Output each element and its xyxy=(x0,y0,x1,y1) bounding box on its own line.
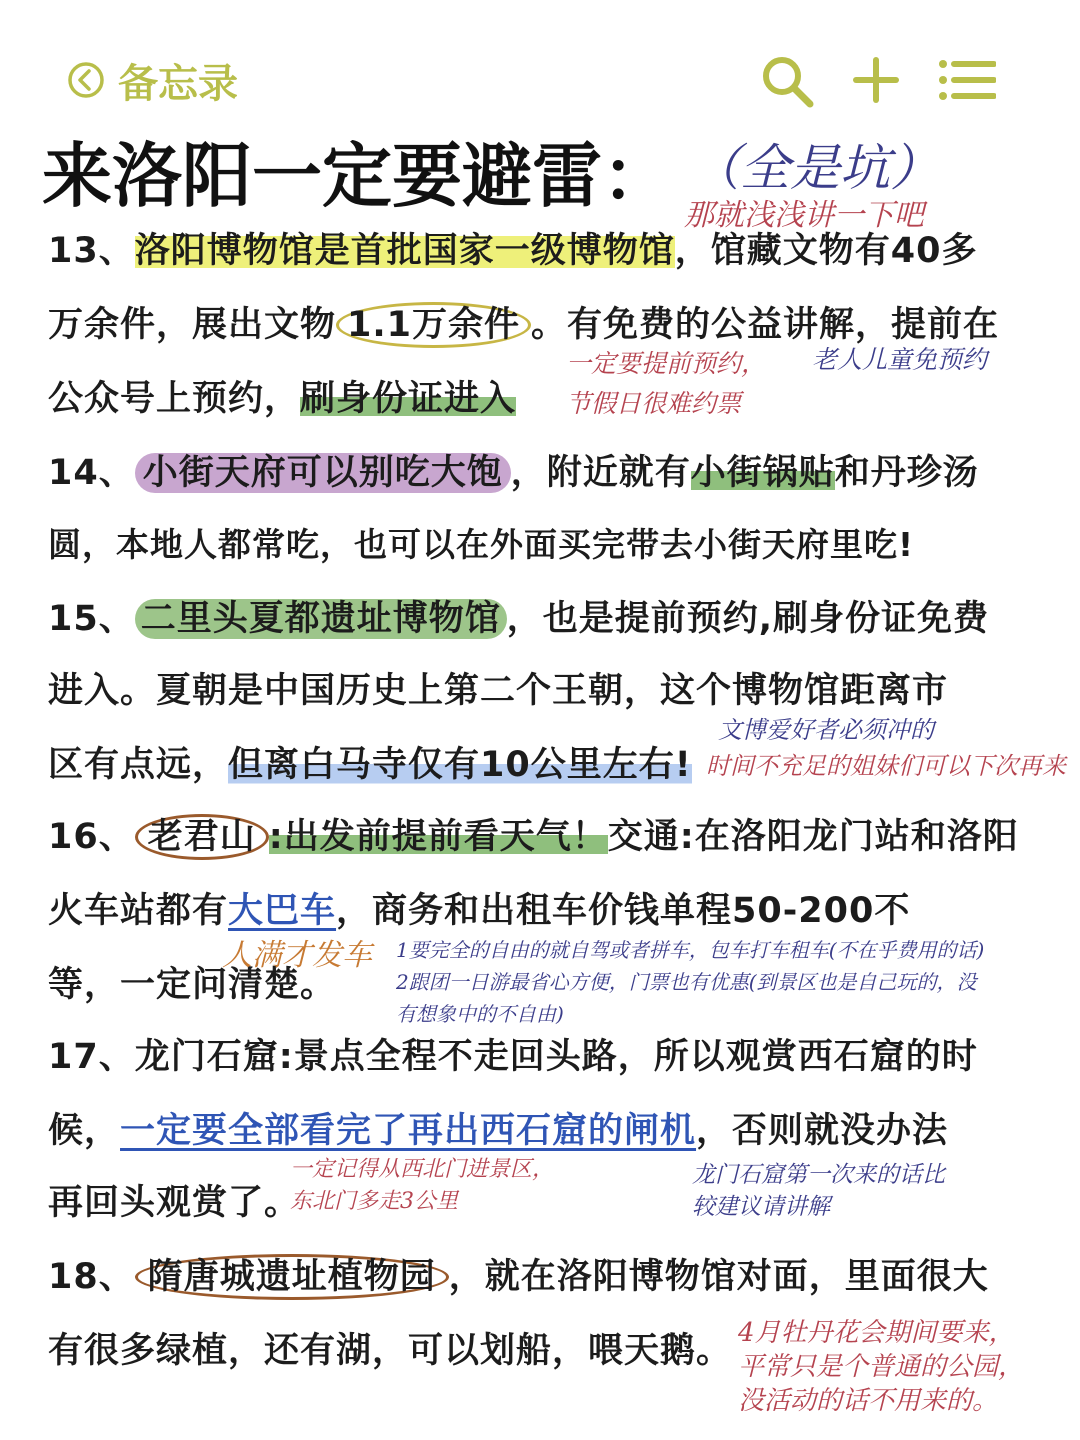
item-18-line-2 xyxy=(48,1328,732,1374)
item-18-line-1 xyxy=(48,1254,989,1300)
item-18-text: ，就在洛阳博物馆对面，里面很大 xyxy=(448,1257,989,1297)
item-14-number: 14、 xyxy=(48,453,135,493)
item-15-highlight: 二里头夏都遗址博物馆 xyxy=(135,599,507,639)
item-14-text: 和丹珍汤 xyxy=(834,453,979,493)
item-14-highlight: 小街天府可以别吃大饱 xyxy=(135,453,511,493)
item-15-text: 进入。夏朝是中国历史上第二个王朝，这个博物馆距离市 xyxy=(48,671,949,711)
item-13-number: 13、 xyxy=(48,231,135,271)
item-15-line-1 xyxy=(48,596,989,642)
page-title: 来洛阳一定要避雷： xyxy=(42,135,672,217)
item-16-line-2 xyxy=(48,888,910,934)
item-16-text: ，商务和出租车价钱单程50-200不 xyxy=(336,891,911,931)
item-13-text: 公众号上预约， xyxy=(48,379,301,419)
search-icon[interactable] xyxy=(760,54,816,110)
item-16-text: 火车站都有 xyxy=(48,891,229,931)
list-icon[interactable] xyxy=(938,58,996,102)
item-15-number: 15、 xyxy=(48,599,135,639)
item-13-highlight-2: 刷身份证进入 xyxy=(300,379,517,419)
add-icon[interactable] xyxy=(852,56,900,104)
item-17-text: 再回头观赏了。 xyxy=(48,1183,301,1223)
item-15-text: ，也是提前预约,刷身份证免费 xyxy=(506,599,990,639)
item-13-text: 万余件，展出文物 xyxy=(48,305,337,345)
item-16-note-1: 1要完全的自由的就自驾或者拼车，包车打车租车(不在乎费用的话) xyxy=(396,938,985,962)
item-13-line-3 xyxy=(48,376,516,422)
item-17-text: 龙门石窟:景点全程不走回头路，所以观赏西石窟的时 xyxy=(134,1037,978,1077)
item-16-line-1 xyxy=(48,814,1019,860)
back-button[interactable] xyxy=(66,54,238,106)
title-subnote: 那就浅浅讲一下吧 xyxy=(684,198,924,233)
item-14-text: ，附近就有 xyxy=(510,453,691,493)
item-15-highlight-2: 但离白马寺仅有10公里左右! xyxy=(228,745,692,785)
item-14-line-1 xyxy=(48,450,979,496)
title-aside: （全是坑） xyxy=(690,139,940,197)
item-17-line-1 xyxy=(48,1034,978,1080)
item-18-number: 18、 xyxy=(48,1257,135,1297)
back-chevron-icon xyxy=(66,60,106,100)
item-18-circled: 隋唐城遗址植物园 xyxy=(135,1254,449,1300)
item-13-text: 。有免费的公益讲解，提前在 xyxy=(531,305,1000,345)
item-17-note-2: 东北门多走3公里 xyxy=(290,1189,458,1214)
item-18-note-1: 4月牡丹花会期间要来， xyxy=(738,1318,1015,1348)
item-16-note-3: 有想象中的不自由) xyxy=(396,1002,564,1026)
item-14-text: 圆，本地人都常吃，也可以在外面买完带去小街天府里吃! xyxy=(48,525,915,564)
item-16-text: 交通:在洛阳龙门站和洛阳 xyxy=(607,817,1019,857)
item-15-text: 区有点远， xyxy=(48,745,229,785)
item-15-note-2: 时间不充足的姐妹们可以下次再来 xyxy=(706,752,1066,780)
back-label: 备忘录 xyxy=(118,60,238,107)
item-17-number: 17、 xyxy=(48,1037,135,1077)
item-17-note-1: 一定记得从西北门进景区， xyxy=(290,1157,555,1182)
item-15-note-1: 文博爱好者必须冲的 xyxy=(718,716,934,744)
item-13-line-1 xyxy=(48,228,977,274)
item-16-number: 16、 xyxy=(48,817,135,857)
item-16-highlight: :出发前提前看天气！ xyxy=(268,817,608,857)
item-16-note-0: 人满才发车 xyxy=(222,938,372,973)
item-17-text: 候， xyxy=(48,1111,121,1151)
item-16-note-2: 2跟团一日游最省心方便，门票也有优惠(到景区也是自己玩的，没 xyxy=(396,970,977,994)
item-17-note-3: 龙门石窟第一次来的话比 xyxy=(692,1162,945,1188)
item-18-note-2: 平常只是个普通的公园， xyxy=(738,1352,1025,1382)
item-17-underlined: 一定要全部看完了再出西石窟的闸机 xyxy=(120,1111,697,1151)
item-16-circled: 老君山 xyxy=(135,814,269,860)
item-17-note-4: 较建议请讲解 xyxy=(692,1194,830,1220)
item-18-note-3: 没活动的话不用来的。 xyxy=(738,1386,999,1416)
item-14-line-2 xyxy=(48,522,914,568)
item-13-note-1: 一定要提前预约， xyxy=(566,349,767,378)
item-14-highlight-2: 小街锅贴 xyxy=(690,453,835,493)
item-13-text: ，馆藏文物有40多 xyxy=(674,231,978,271)
item-17-line-3 xyxy=(48,1180,300,1226)
item-18-text: 有很多绿植，还有湖，可以划船，喂天鹅。 xyxy=(48,1331,733,1371)
item-16-underlined: 大巴车 xyxy=(228,891,337,931)
item-13-note-3: 节假日很难约票 xyxy=(566,389,742,418)
item-13-circled: 1.1万余件 xyxy=(336,302,531,348)
item-17-line-2 xyxy=(48,1108,948,1154)
item-15-line-2 xyxy=(48,668,948,714)
item-13-note-2: 老人儿童免预约 xyxy=(812,345,988,374)
item-16-text: 等，一定问清楚。 xyxy=(48,965,337,1005)
item-17-text: ，否则就没办法 xyxy=(696,1111,949,1151)
item-15-line-3 xyxy=(48,742,692,788)
item-13-highlight: 洛阳博物馆是首批国家一级博物馆 xyxy=(134,231,675,271)
